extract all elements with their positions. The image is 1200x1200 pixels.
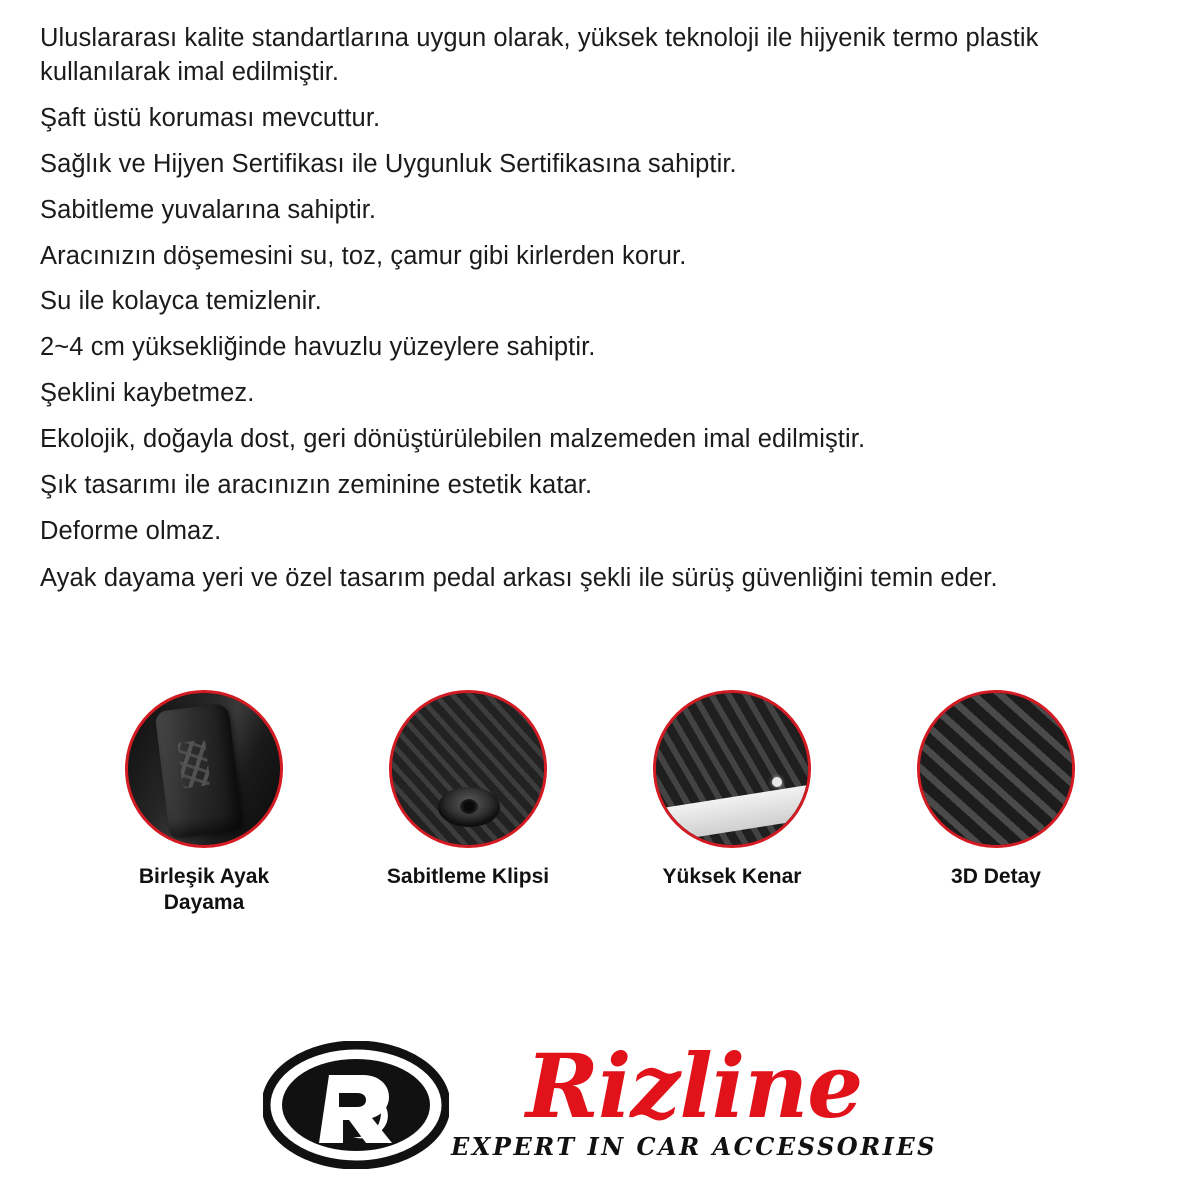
high-edge-photo xyxy=(656,693,808,845)
feature-line: Sağlık ve Hijyen Sertifikası ile Uygunluk Sertifikasına sahiptir. xyxy=(40,149,737,178)
brand-logo xyxy=(0,1020,1200,1190)
rizline-r-emblem-icon xyxy=(263,1041,449,1169)
detail-highlights xyxy=(0,690,1200,917)
detail-caption: Yüksek Kenar xyxy=(662,865,802,888)
foot-rest-photo-circle xyxy=(125,690,283,848)
feature-line: Şık tasarımı ile aracınızın zeminine estetik katar. xyxy=(40,471,593,500)
detail-item-high-edge xyxy=(637,690,827,917)
feature-line: 2~4 cm yüksekliğinde havuzlu yüzeylere sahiptir. xyxy=(40,333,596,362)
feature-line: Şaft üstü koruması mevcuttur. xyxy=(40,103,381,132)
detail-item-3d-pattern xyxy=(901,690,1091,917)
feature-line: Aracınızın döşemesini su, toz, çamur gibi kirlerden korur. xyxy=(40,241,687,270)
foot-rest-photo xyxy=(128,693,280,845)
3d-pattern-photo-circle xyxy=(917,690,1075,848)
detail-item-fixing-clip xyxy=(373,690,563,917)
feature-line: Uluslararası kalite standartlarına uygun olarak, yüksek teknoloji ile hijyenik termo plastik kullanılarak imal edilmiştir. xyxy=(40,24,1039,86)
detail-caption: 3D Detay xyxy=(951,865,1041,888)
detail-item-foot-rest xyxy=(109,690,299,917)
feature-line: Sabitleme yuvalarına sahiptir. xyxy=(40,195,377,224)
fixing-clip-photo xyxy=(392,693,544,845)
brand-name: Rizline xyxy=(525,1034,863,1139)
detail-caption: Birleşik Ayak Dayama xyxy=(138,865,270,915)
detail-caption: Sabitleme Klipsi xyxy=(386,865,550,888)
feature-line: Ayak dayama yeri ve özel tasarım pedal arkası şekli ile sürüş güvenliğini temin eder. xyxy=(40,563,998,592)
feature-list xyxy=(0,0,1200,596)
feature-line: Deforme olmaz. xyxy=(40,516,222,545)
brand-tagline: EXPERT IN CAR ACCESSORIES xyxy=(451,1131,937,1161)
feature-line: Ekolojik, doğayla dost, geri dönüştürülebilen malzemeden imal edilmiştir. xyxy=(40,425,866,454)
high-edge-photo-circle xyxy=(653,690,811,848)
feature-line: Şeklini kaybetmez. xyxy=(40,379,255,408)
feature-line: Su ile kolayca temizlenir. xyxy=(40,287,322,316)
fixing-clip-photo-circle xyxy=(389,690,547,848)
3d-pattern-photo xyxy=(920,693,1072,845)
